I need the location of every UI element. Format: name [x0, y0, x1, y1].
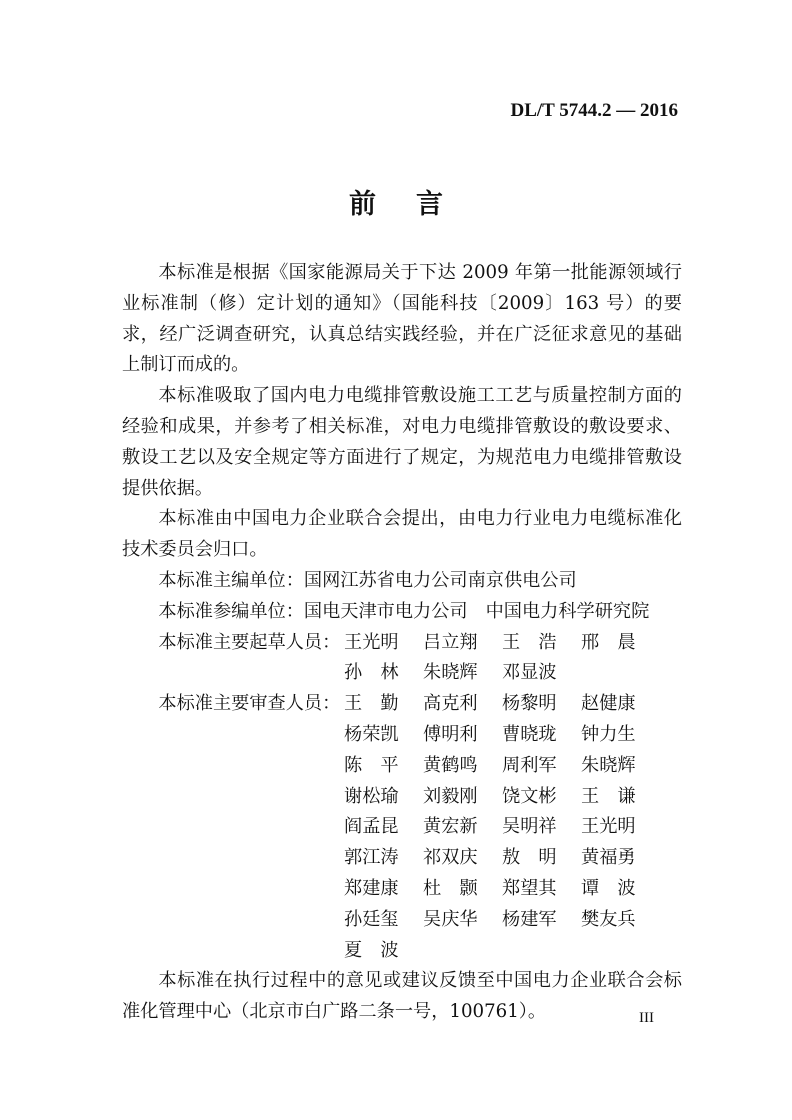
reviewer-name: 钟力生 — [581, 723, 636, 745]
reviewer-name: 赵健康 — [581, 693, 636, 715]
reviewer-name: 杜 颢 — [423, 877, 478, 899]
reviewer-name: 杨荣凯 — [344, 723, 399, 745]
drafter-name: 邢 晨 — [581, 631, 636, 653]
participating-unit: 中国电力科学研究院 — [485, 600, 650, 622]
paragraph-origin: 本标准是根据《国家能源局关于下达 2009 年第一批能源领域行业标准制（修）定计划的通知》（国能科技〔2009〕163 号）的要求，经广泛调查研究，认真总结实践经验，并在广泛征求意见的基础上制订而成的。 — [122, 262, 682, 376]
chief-unit-line — [122, 566, 682, 597]
reviewer-name: 朱晓辉 — [581, 754, 636, 776]
standard-code: DL/T 5744.2 — 2016 — [510, 100, 678, 121]
reviewer-name: 谢松瑜 — [344, 785, 399, 807]
reviewer-name: 谭 波 — [581, 877, 636, 899]
reviewer-name: 黄宏新 — [423, 816, 478, 838]
reviewer-name: 黄鹤鸣 — [423, 754, 478, 776]
reviewer-name: 刘毅刚 — [423, 785, 478, 807]
reviewer-name: 黄福勇 — [581, 847, 636, 869]
participating-units-label: 本标准参编单位： — [158, 600, 304, 622]
drafter-name: 朱晓辉 — [423, 662, 478, 684]
reviewer-name: 郑建康 — [344, 877, 399, 899]
drafters-names — [344, 628, 660, 690]
drafter-name: 邓显波 — [502, 662, 557, 684]
drafter-name: 孙 林 — [344, 662, 399, 684]
reviewer-name: 傅明利 — [423, 723, 478, 745]
reviewer-name: 郑望其 — [502, 877, 557, 899]
paragraph-scope: 本标准吸取了国内电力电缆排管敷设施工工艺与质量控制方面的经验和成果，并参考了相关标准，对电力电缆排管敷设的敷设要求、敷设工艺以及安全规定等方面进行了规定，为规范电力电缆排管敷设提供依据。 — [122, 385, 682, 499]
reviewer-name: 陈 平 — [344, 754, 399, 776]
reviewer-name: 饶文彬 — [502, 785, 557, 807]
reviewer-name: 王 勤 — [344, 693, 399, 715]
drafters-label: 本标准主要起草人员： — [158, 631, 341, 653]
reviewer-name: 杨建军 — [502, 908, 557, 930]
reviewer-name: 孙廷玺 — [344, 908, 399, 930]
reviewer-name: 吴明祥 — [502, 816, 557, 838]
reviewer-name: 祁双庆 — [423, 847, 478, 869]
chief-unit-value: 国网江苏省电力公司南京供电公司 — [303, 569, 577, 591]
drafter-name: 王 浩 — [502, 631, 557, 653]
reviewer-name: 樊友兵 — [581, 908, 636, 930]
drafters-roster — [122, 628, 682, 690]
reviewer-name: 曹晓珑 — [502, 723, 557, 745]
reviewer-name: 吴庆华 — [423, 908, 478, 930]
reviewer-name: 高克利 — [423, 693, 478, 715]
participating-units-line — [122, 597, 682, 628]
paragraph-proposer: 本标准由中国电力企业联合会提出，由电力行业电力电缆标准化技术委员会归口。 — [122, 508, 682, 561]
participating-unit: 国电天津市电力公司 — [303, 600, 468, 622]
reviewer-name: 周利军 — [502, 754, 557, 776]
page-title: 前言 — [349, 189, 483, 220]
reviewers-label: 本标准主要审查人员： — [158, 693, 341, 715]
reviewers-roster — [122, 689, 682, 966]
reviewer-name: 王 谦 — [581, 785, 636, 807]
reviewer-name: 郭江涛 — [344, 847, 399, 869]
page-number: III — [639, 1010, 654, 1026]
paragraph-feedback: 本标准在执行过程中的意见或建议反馈至中国电力企业联合会标准化管理中心（北京市白广路二条一号，100761）。 — [122, 970, 682, 1023]
drafter-name: 吕立翔 — [423, 631, 478, 653]
reviewer-name: 敖 明 — [502, 847, 557, 869]
reviewer-name: 王光明 — [581, 816, 636, 838]
reviewer-name: 杨黎明 — [502, 693, 557, 715]
drafter-name: 王光明 — [344, 631, 399, 653]
reviewer-name: 阎孟昆 — [344, 816, 399, 838]
reviewers-names — [344, 689, 660, 966]
reviewer-name: 夏 波 — [344, 939, 399, 961]
chief-unit-label: 本标准主编单位： — [158, 569, 304, 591]
preface-body — [122, 258, 682, 1028]
